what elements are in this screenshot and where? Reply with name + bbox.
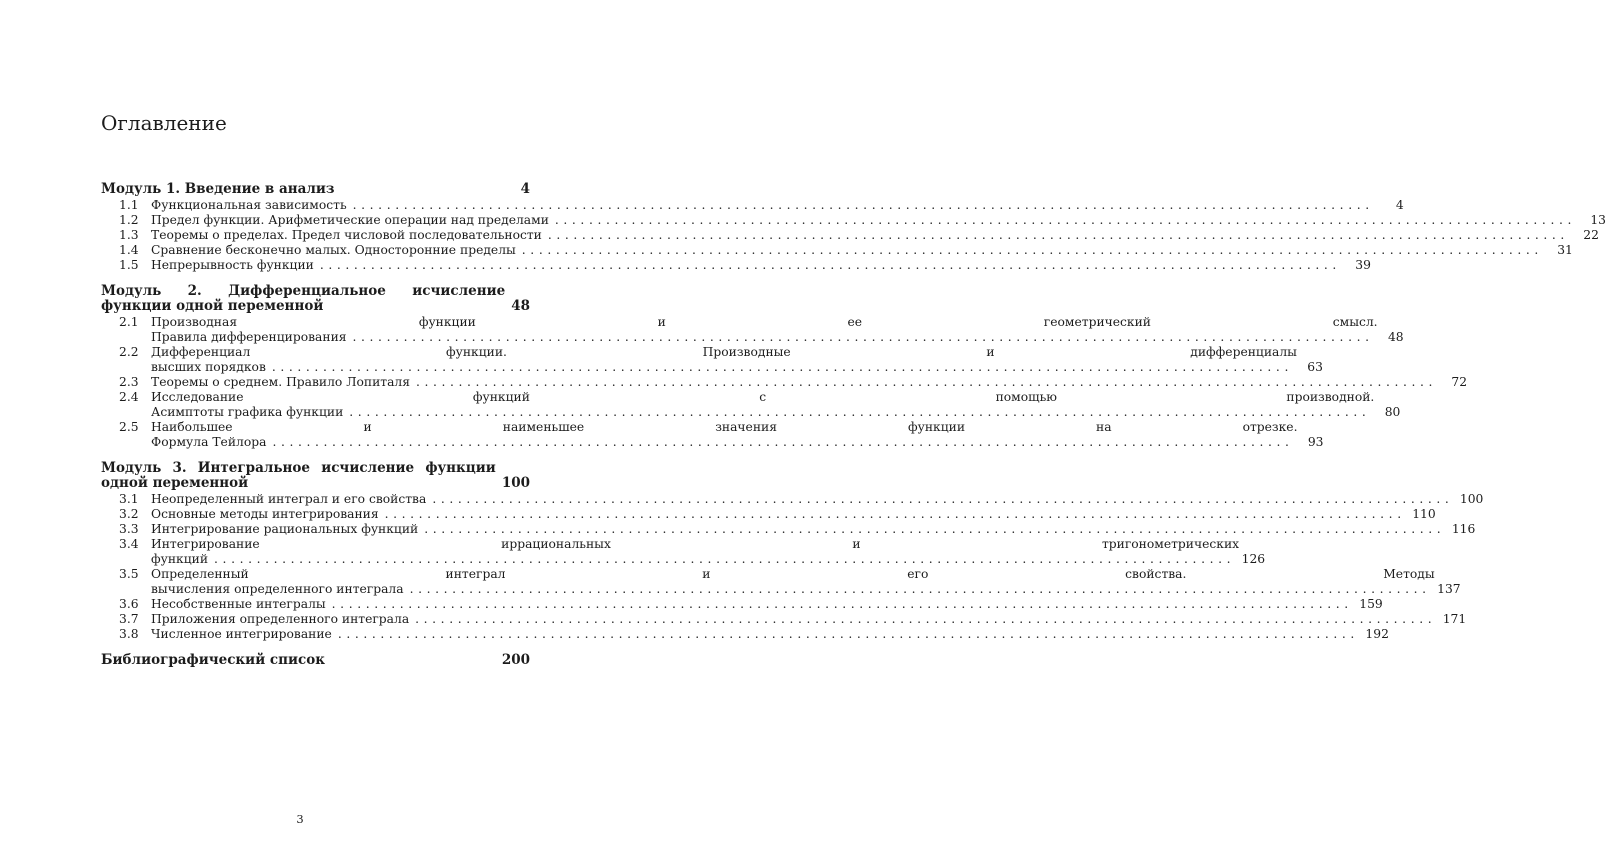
- entry-text: [151, 375, 1441, 390]
- entry-number: 1.5: [119, 258, 139, 272]
- entry-number: 2.2: [119, 345, 139, 359]
- entry-last-line: [151, 375, 1441, 390]
- entry-title: Формула Тейлора: [151, 435, 267, 449]
- toc-module: [101, 460, 1484, 642]
- module-page-number: 100: [501, 475, 530, 491]
- entry-last-line: [151, 198, 1378, 213]
- dot-leader: ........................................................................................................................: [416, 375, 1438, 389]
- entry-title: Интегрирование рациональных функций: [151, 522, 419, 536]
- entry-page-number: 116: [1451, 522, 1476, 536]
- dot-leader: ........................................................................................................................: [271, 360, 1293, 374]
- toc-entry[interactable]: [101, 375, 1468, 390]
- toc-entry[interactable]: [101, 507, 1436, 522]
- toc-entry[interactable]: [101, 567, 1461, 597]
- entry-title: Правила дифференцирования: [151, 330, 347, 344]
- entry-text: [151, 243, 1547, 258]
- entry-text: [151, 390, 1374, 420]
- entry-title-line: Производная функции и ее геометрический смысл.: [151, 315, 1378, 329]
- entry-number: 2.5: [119, 420, 139, 434]
- entry-title: Непрерывность функции: [151, 258, 314, 272]
- toc-module: [101, 283, 1468, 450]
- dot-leader: ........................................................................................................................: [424, 522, 1446, 536]
- entry-last-line: [151, 552, 1239, 567]
- entry-page-number: 63: [1307, 360, 1323, 374]
- toc-entry[interactable]: [101, 612, 1467, 627]
- entry-number: 3.1: [119, 492, 139, 506]
- toc-title: Оглавление: [101, 111, 227, 135]
- entry-page-number: 100: [1459, 492, 1484, 506]
- entry-title: функций: [151, 552, 209, 566]
- entry-page-number: 110: [1412, 507, 1436, 521]
- entry-page-number: 48: [1387, 330, 1404, 344]
- entry-last-line: [151, 627, 1363, 642]
- entry-title: высших порядков: [151, 360, 266, 374]
- toc-entry[interactable]: [101, 315, 1404, 345]
- entry-text: [151, 420, 1298, 450]
- table-of-contents: [101, 181, 1606, 668]
- entry-number: 1.1: [119, 198, 139, 212]
- toc-entry[interactable]: [101, 420, 1324, 450]
- entry-number: 1.3: [119, 228, 139, 242]
- entry-page-number: 80: [1384, 405, 1401, 419]
- module-title: Модуль 3. Интегральное исчисление функции одной переменной: [101, 460, 496, 491]
- entry-text: [151, 345, 1297, 375]
- entry-number: 3.8: [119, 627, 139, 641]
- entry-number: 2.1: [119, 315, 139, 329]
- dot-leader: ........................................................................................................................: [352, 330, 1374, 344]
- entry-title-line: Наибольшее и наименьшее значения функции на отрезке.: [151, 420, 1298, 434]
- entry-text: [151, 198, 1378, 213]
- entry-text: [151, 567, 1435, 597]
- entry-last-line: [151, 612, 1440, 627]
- entry-page-number: 93: [1307, 435, 1324, 449]
- entry-page-number: 72: [1451, 375, 1468, 389]
- entry-number: 3.3: [119, 522, 139, 536]
- entry-title: Сравнение бесконечно малых. Односторонние пределы: [151, 243, 516, 257]
- entry-title-line: Исследование функций с помощью производной.: [151, 390, 1375, 404]
- entry-page-number: 192: [1365, 627, 1389, 641]
- entry-title: вычисления определенного интеграла: [151, 582, 404, 596]
- bibliography-entry[interactable]: [101, 653, 530, 668]
- toc-entry[interactable]: [101, 345, 1323, 375]
- toc-entry[interactable]: [101, 198, 1404, 213]
- entry-page-number: 159: [1359, 597, 1383, 611]
- toc-entry[interactable]: [101, 228, 1599, 243]
- module-title: Модуль 2. Дифференциальное исчисление функции одной переменной: [101, 283, 506, 314]
- entry-text: [151, 507, 1410, 522]
- entry-number: 2.3: [119, 375, 139, 389]
- entry-text: [151, 522, 1449, 537]
- entry-last-line: [151, 522, 1449, 537]
- bibliography-page-number: 200: [501, 652, 530, 668]
- entry-number: 3.5: [119, 567, 139, 581]
- entry-text: [151, 213, 1580, 228]
- entry-title: Теоремы о среднем. Правило Лопиталя: [151, 375, 410, 389]
- entry-text: [151, 492, 1457, 507]
- entry-title-line: Интегрирование иррациональных и тригонометрических: [151, 537, 1240, 551]
- entry-text: [151, 258, 1345, 273]
- entry-title: Теоремы о пределах. Предел числовой последовательности: [151, 228, 542, 242]
- entry-last-line: [151, 330, 1378, 345]
- toc-entry[interactable]: [101, 627, 1389, 642]
- entry-text: [151, 537, 1239, 567]
- dot-leader: ........................................................................................................................: [547, 228, 1569, 242]
- toc-entry[interactable]: [101, 390, 1401, 420]
- toc-entry[interactable]: [101, 243, 1573, 258]
- entry-title-line: Дифференциал функции. Производные и дифференциалы: [151, 345, 1297, 359]
- entry-number: 2.4: [119, 390, 139, 404]
- toc-entry[interactable]: [101, 597, 1383, 612]
- entry-page-number: 39: [1355, 258, 1371, 272]
- entry-page-number: 4: [1395, 198, 1404, 212]
- module-heading[interactable]: [101, 284, 530, 314]
- entry-last-line: [151, 405, 1374, 420]
- dot-leader: ........................................................................................................................: [554, 213, 1576, 227]
- dot-leader: ........................................................................................................................: [349, 405, 1371, 419]
- entry-last-line: [151, 582, 1435, 597]
- dot-leader: ........................................................................................................................: [337, 627, 1359, 641]
- module-heading[interactable]: [101, 461, 530, 491]
- entry-number: 1.2: [119, 213, 139, 227]
- toc-module: [101, 181, 1606, 273]
- entry-last-line: [151, 492, 1457, 507]
- entry-title: Предел функции. Арифметические операции над пределами: [151, 213, 549, 227]
- module-heading[interactable]: [101, 182, 530, 197]
- entry-page-number: 137: [1437, 582, 1461, 596]
- page-number: 3: [296, 812, 304, 826]
- module-title: Модуль 1. Введение в анализ: [101, 181, 335, 197]
- entry-last-line: [151, 360, 1297, 375]
- entry-text: [151, 228, 1573, 243]
- entry-number: 3.4: [119, 537, 139, 551]
- toc-entry[interactable]: [101, 522, 1476, 537]
- entry-text: [151, 612, 1440, 627]
- dot-leader: ........................................................................................................................: [521, 243, 1543, 257]
- dot-leader: ........................................................................................................................: [272, 435, 1294, 449]
- entry-number: 3.2: [119, 507, 139, 521]
- entry-number: 3.6: [119, 597, 139, 611]
- dot-leader: ........................................................................................................................: [331, 597, 1353, 611]
- entry-last-line: [151, 243, 1547, 258]
- bibliography-title: Библиографический список: [101, 652, 325, 668]
- module-page-number: 4: [520, 181, 530, 197]
- entry-text: [151, 627, 1363, 642]
- entry-number: 3.7: [119, 612, 139, 626]
- dot-leader: ........................................................................................................................: [415, 612, 1437, 626]
- entry-page-number: 126: [1241, 552, 1266, 566]
- entry-text: [151, 315, 1378, 345]
- entry-page-number: 22: [1583, 228, 1599, 242]
- entry-last-line: [151, 213, 1580, 228]
- dot-leader: ........................................................................................................................: [384, 507, 1406, 521]
- entry-last-line: [151, 597, 1357, 612]
- toc-entry[interactable]: [101, 258, 1371, 273]
- entry-page-number: 13: [1590, 213, 1606, 227]
- entry-last-line: [151, 507, 1410, 522]
- entry-title: Неопределенный интеграл и его свойства: [151, 492, 427, 506]
- dot-leader: ........................................................................................................................: [432, 492, 1454, 506]
- entry-title: Приложения определенного интеграла: [151, 612, 410, 626]
- entry-number: 1.4: [119, 243, 139, 257]
- entry-last-line: [151, 228, 1573, 243]
- toc-entry[interactable]: [101, 537, 1266, 567]
- entry-title: Функциональная зависимость: [151, 198, 347, 212]
- entry-last-line: [151, 258, 1345, 273]
- dot-leader: ........................................................................................................................: [352, 198, 1374, 212]
- entry-page-number: 31: [1557, 243, 1573, 257]
- dot-leader: ........................................................................................................................: [409, 582, 1431, 596]
- entry-title: Асимптоты графика функции: [151, 405, 344, 419]
- dot-leader: ........................................................................................................................: [319, 258, 1341, 272]
- entry-title: Численное интегрирование: [151, 627, 332, 641]
- entry-text: [151, 597, 1357, 612]
- entry-title: Несобственные интегралы: [151, 597, 326, 611]
- entry-title-line: Определенный интеграл и его свойства. Методы: [151, 567, 1435, 581]
- toc-entry[interactable]: [101, 492, 1484, 507]
- entry-title: Основные методы интегрирования: [151, 507, 379, 521]
- dot-leader: ........................................................................................................................: [214, 552, 1236, 566]
- toc-entry[interactable]: [101, 213, 1606, 228]
- entry-page-number: 171: [1442, 612, 1467, 626]
- entry-last-line: [151, 435, 1298, 450]
- module-page-number: 48: [511, 298, 530, 314]
